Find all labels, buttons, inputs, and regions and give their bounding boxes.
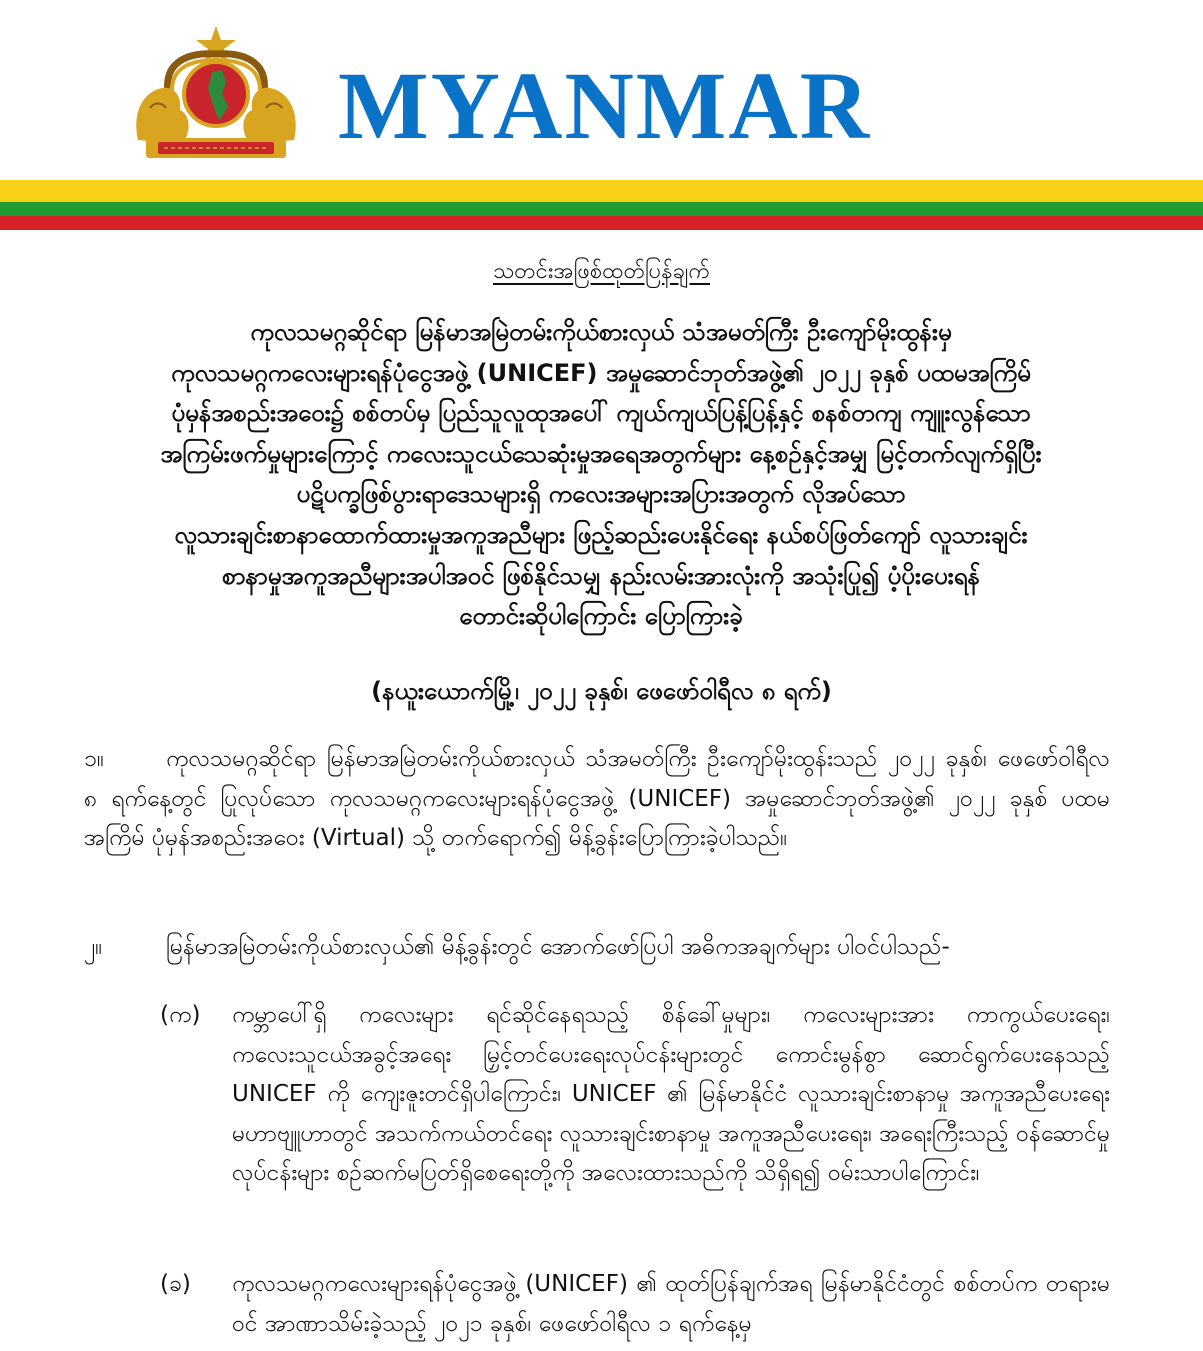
- subpoint-ka: [160, 996, 1110, 1194]
- subpoint-label: (က): [160, 1002, 201, 1028]
- headline-line: အကြမ်းဖက်မှုများကြောင့် ကလေးသူငယ်သေဆုံးမှုအရေအတွက်များ နေ့စဉ်နှင့်အမျှ မြင့်တက်လျက်ရှိပြီး: [160, 439, 1042, 468]
- headline-line: စာနာမှုအကူအညီများအပါအဝင် ဖြစ်နိုင်သမျှ နည်းလမ်းအားလုံးကို အသုံးပြု၍ ပံ့ပိုးပေးရန်: [222, 561, 980, 590]
- headline-line: တောင်းဆိုပါကြောင်း ပြောကြားခဲ့: [459, 602, 743, 631]
- state-emblem-icon: [128, 22, 304, 162]
- subpoint-text: ကမ္ဘာပေါ်ရှိ ကလေးများ ရင်ဆိုင်နေရသည့် စိန်ခေါ်မှုများ၊ ကလေးများအား ကာကွယ်ပေးရေး၊ ကလေးသူငယ်အခွင့်အရေး မြှင့်တင်ပေးရေးလုပ်ငန်းများတွင် ကောင်းမွန်စွာ ဆောင်ရွက်ပေးနေသည့် UNICEF ကို ကျေးဇူးတင်ရှိပါကြောင်း၊ UNICEF ၏ မြန်မာနိုင်ငံ လူသားချင်းစာနာမှု အကူအညီပေးရေး မဟာဗျူဟာတွင် အသက်ကယ်တင်ရေး လူသားချင်းစာနာမှု အကူအညီပေးရေး၊ အရေးကြီးသည့် ဝန်ဆောင်မှုလုပ်ငန်းများ စဉ်ဆက်မပြတ်ရှိစေရေးတို့ကို အလေးထားသည်ကို သိရှိရ၍ ဝမ်းသာပါကြောင်း၊: [232, 1002, 1110, 1186]
- letterhead: [0, 0, 1203, 180]
- paragraph-number: ၂။: [84, 934, 103, 960]
- subpoint-text: ကုလသမဂ္ဂကလေးများရန်ပုံငွေအဖွဲ့ (UNICEF) ၏ ထုတ်ပြန်ချက်အရ မြန်မာနိုင်ငံတွင် စစ်တပ်က တရားမဝင် အာဏာသိမ်းခဲ့သည့် ၂၀၂၁ ခုနှစ်၊ ဖေဖော်ဝါရီလ ၁ ရက်နေ့မှ: [232, 1271, 1110, 1337]
- headline-line: ကုလသမဂ္ဂကလေးများရန်ပုံငွေအဖွဲ့ (UNICEF) အမှုဆောင်ဘုတ်အဖွဲ့၏ ၂၀၂၂ ခုနှစ် ပထမအကြိမ်: [171, 358, 1031, 387]
- paragraph-number: ၁။: [84, 746, 104, 772]
- headline-line: ပဋိပက္ခဖြစ်ပွားရာဒေသများရှိ ကလေးအများအပြားအတွက် လိုအပ်သော: [296, 480, 906, 509]
- headline-line: ကုလသမဂ္ဂဆိုင်ရာ မြန်မာအမြဲတမ်းကိုယ်စားလှယ် သံအမတ်ကြီး ဦးကျော်မိုးထွန်းမှ: [250, 318, 952, 346]
- flag-stripes: [0, 180, 1203, 232]
- document-type: သတင်းအဖြစ်ထုတ်ပြန်ချက်: [492, 259, 710, 284]
- paragraph-2: [84, 928, 1110, 968]
- flag-stripe-green: [0, 202, 1203, 216]
- headline-line: ပုံမှန်အစည်းအဝေး၌ စစ်တပ်မှ ပြည်သူလူထုအပေါ် ကျယ်ကျယ်ပြန့်ပြန့်နှင့် စနစ်တကျ ကျူးလွန်သော: [171, 399, 1031, 428]
- subpoint-kha: [160, 1265, 1110, 1344]
- headline: [95, 312, 1107, 637]
- dateline: (နယူးယောက်မြို့၊ ၂၀၂၂ ခုနှစ်၊ ဖေဖော်ဝါရီလ ၈ ရက်): [371, 677, 832, 705]
- flag-stripe-yellow: [0, 180, 1203, 202]
- subpoint-label: (ခ): [160, 1271, 191, 1297]
- headline-line: လူသားချင်းစာနာထောက်ထားမှုအကူအညီများ ဖြည့်ဆည်းပေးနိုင်ရေး နယ်စပ်ဖြတ်ကျော် လူသားချင်း: [174, 520, 1028, 549]
- paragraph-1: [84, 740, 1110, 859]
- paragraph-text: ကုလသမဂ္ဂဆိုင်ရာ မြန်မာအမြဲတမ်းကိုယ်စားလှယ် သံအမတ်ကြီး ဦးကျော်မိုးထွန်းသည် ၂၀၂၂ ခုနှစ်၊ ဖေဖော်ဝါရီလ ၈ ရက်နေ့တွင် ပြုလုပ်သော ကုလသမဂ္ဂကလေးများရန်ပုံငွေအဖွဲ့ (UNICEF) အမှုဆောင်ဘုတ်အဖွဲ့၏ ၂၀၂၂ ခုနှစ် ပထမအကြိမ် ပုံမှန်အစည်းအဝေး (Virtual) သို့ တက်ရောက်၍ မိန့်ခွန်းပြောကြားခဲ့ပါသည်။: [84, 746, 1110, 851]
- flag-stripe-red: [0, 216, 1203, 230]
- paragraph-text: မြန်မာအမြဲတမ်းကိုယ်စားလှယ်၏ မိန့်ခွန်းတွင် အောက်ဖော်ပြပါ အဓိကအချက်များ ပါဝင်ပါသည်-: [166, 934, 950, 960]
- country-title: MYANMAR: [338, 52, 872, 159]
